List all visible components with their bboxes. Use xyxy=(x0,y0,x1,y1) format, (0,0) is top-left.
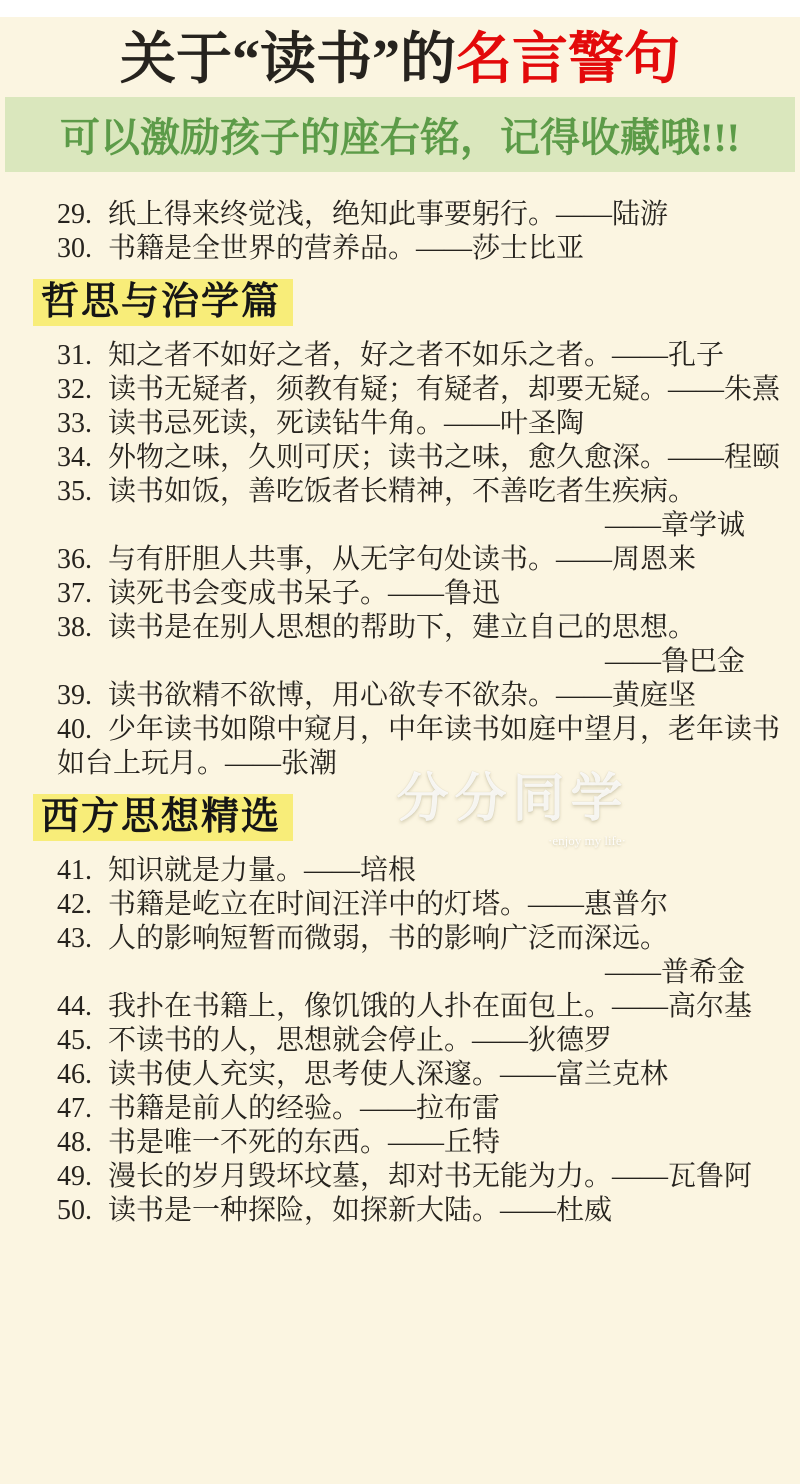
quote-text: 外物之味，久则可厌；读书之味，愈久愈深。——程颐 xyxy=(108,442,781,473)
quote-number: 34. xyxy=(57,442,92,473)
quote-line xyxy=(57,198,745,232)
quote-text: 书是唯一不死的东西。——丘特 xyxy=(108,1127,501,1158)
quote-number: 38. xyxy=(57,612,92,643)
quote-text: 书籍是全世界的营养品。——莎士比亚 xyxy=(108,233,585,264)
quote-text: 不读书的人，思想就会停止。——狄德罗 xyxy=(108,1025,613,1056)
quote-text: 读书欲精不欲博，用心欲专不欲杂。——黄庭坚 xyxy=(108,680,697,711)
quote-number: 45. xyxy=(57,1025,92,1056)
subtitle-banner-text: 可以激励孩子的座右铭，记得收藏哦!!! xyxy=(60,115,740,160)
section-header-row xyxy=(41,279,745,326)
quote-number: 42. xyxy=(57,889,92,920)
quote-line xyxy=(57,1160,753,1194)
quote-text: 书籍是屹立在时间汪洋中的灯塔。——惠普尔 xyxy=(108,889,669,920)
quote-author-line: ——鲁巴金 xyxy=(604,646,745,677)
quote-continuation-line: 如台上玩月。——张潮 xyxy=(57,748,338,779)
quote-text: 读书是在别人思想的帮助下，建立自己的思想。 xyxy=(108,612,697,643)
quote-line xyxy=(57,888,745,922)
quote-number: 39. xyxy=(57,680,92,711)
section-header: 哲思与治学篇 xyxy=(33,279,293,326)
quote-text: 读书忌死读，死读钻牛角。——叶圣陶 xyxy=(108,408,585,439)
quote-text: 我扑在书籍上，像饥饿的人扑在面包上。——高尔基 xyxy=(108,991,753,1022)
quote-line xyxy=(57,373,781,407)
quote-text: 读书是一种探险，如探新大陆。——杜威 xyxy=(108,1195,613,1226)
quote-line xyxy=(57,475,745,509)
quote-line xyxy=(57,1058,745,1092)
page-title xyxy=(0,29,800,91)
section-header: 西方思想精选 xyxy=(33,794,293,841)
quote-number: 40. xyxy=(57,714,92,745)
page-title-red-part: 名言警句 xyxy=(456,29,680,91)
quote-text: 读死书会变成书呆子。——鲁迅 xyxy=(108,578,501,609)
quote-line xyxy=(57,854,745,888)
top-white-strip xyxy=(0,0,800,17)
quote-line xyxy=(57,407,745,441)
quote-text: 纸上得来终觉浅，绝知此事要躬行。——陆游 xyxy=(108,199,669,230)
quote-text: 少年读书如隙中窥月，中年读书如庭中望月，老年读书 xyxy=(108,714,781,745)
quote-number: 29. xyxy=(57,199,92,230)
quote-line xyxy=(57,679,745,713)
quote-text: 知之者不如好之者，好之者不如乐之者。——孔子 xyxy=(108,340,725,371)
quote-number: 50. xyxy=(57,1195,92,1226)
quote-text: 读书如饭，善吃饭者长精神，不善吃者生疾病。 xyxy=(108,476,697,507)
quote-text: 与有肝胆人共事，从无字句处读书。——周恩来 xyxy=(108,544,697,575)
quote-number: 32. xyxy=(57,374,92,405)
quote-number: 30. xyxy=(57,233,92,264)
quote-line xyxy=(57,1092,745,1126)
quote-line xyxy=(57,990,753,1024)
section-header-row xyxy=(41,794,745,841)
quote-number: 35. xyxy=(57,476,92,507)
quote-number: 37. xyxy=(57,578,92,609)
quotes-list xyxy=(0,172,800,1228)
quote-number: 41. xyxy=(57,855,92,886)
quote-number: 46. xyxy=(57,1059,92,1090)
quote-number: 47. xyxy=(57,1093,92,1124)
quote-number: 48. xyxy=(57,1127,92,1158)
quote-line xyxy=(57,922,745,956)
watermark-tagline: ·enjoy my life· xyxy=(548,833,626,848)
quote-line xyxy=(57,611,745,645)
quote-author-line: ——普希金 xyxy=(604,957,745,988)
quote-text: 读书无疑者，须教有疑；有疑者，却要无疑。——朱熹 xyxy=(108,374,781,405)
quote-number: 33. xyxy=(57,408,92,439)
quote-text: 知识就是力量。——培根 xyxy=(108,855,417,886)
quote-line xyxy=(57,441,781,475)
quote-author-line: ——章学诚 xyxy=(604,510,745,541)
quote-text: 读书使人充实，思考使人深邃。——富兰克林 xyxy=(108,1059,669,1090)
quote-line xyxy=(57,232,745,266)
quote-number: 49. xyxy=(57,1161,92,1192)
quote-line xyxy=(57,1024,745,1058)
quote-line xyxy=(57,543,745,577)
quote-line xyxy=(57,1194,745,1228)
quote-line xyxy=(57,577,745,611)
watermark-name: 分分同学 xyxy=(396,771,629,828)
quote-line xyxy=(57,339,745,373)
quote-number: 36. xyxy=(57,544,92,575)
quote-number: 44. xyxy=(57,991,92,1022)
subtitle-banner xyxy=(5,97,795,172)
quote-line xyxy=(57,1126,745,1160)
quote-line xyxy=(57,713,781,747)
quote-text: 漫长的岁月毁坏坟墓，却对书无能为力。——瓦鲁阿 xyxy=(108,1161,753,1192)
quote-number: 31. xyxy=(57,340,92,371)
quote-text: 人的影响短暂而微弱，书的影响广泛而深远。 xyxy=(108,923,669,954)
page-title-black-part: 关于“读书”的 xyxy=(120,29,456,91)
quote-text: 书籍是前人的经验。——拉布雷 xyxy=(108,1093,501,1124)
quote-number: 43. xyxy=(57,923,92,954)
